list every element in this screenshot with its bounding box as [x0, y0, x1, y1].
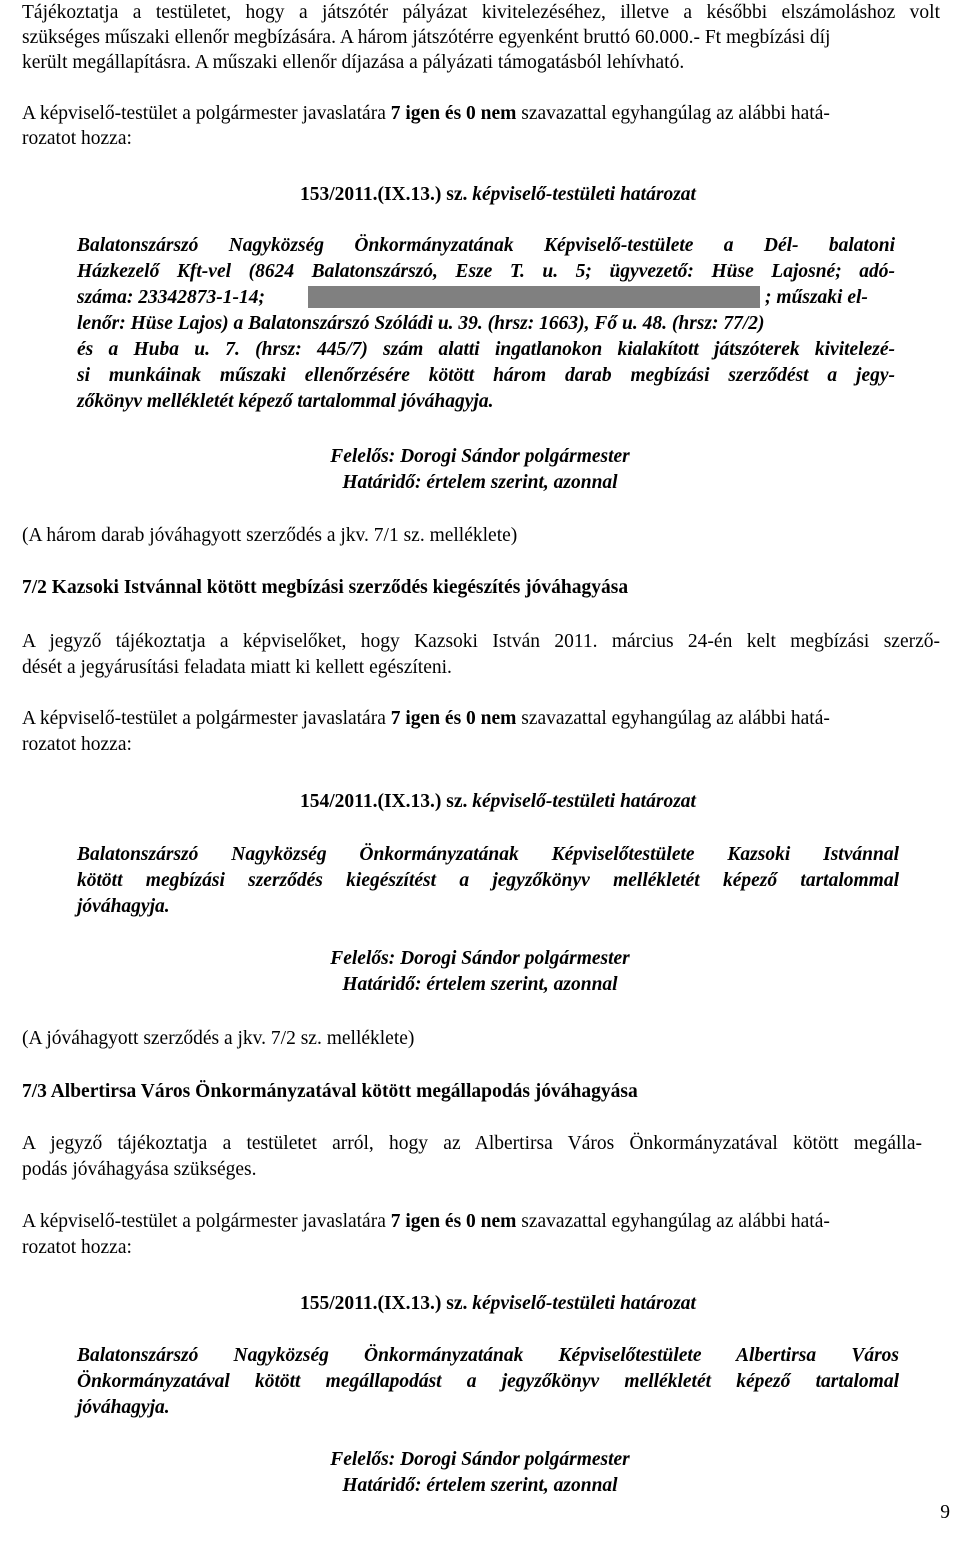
resolution-153-line-5: és a Huba u. 7. (hrsz: 445/7) szám alatti ingatlanokon kialakított játszóterek kivitelezé-	[77, 339, 895, 360]
deadline-2: Határidő: értelem szerint, azonnal	[342, 974, 618, 995]
section-7-2-para-line-1: A jegyző tájékoztatja a képviselőket, hogy Kazsoki István 2011. március 24-én kelt megbízási szerző-	[22, 631, 940, 652]
responsible-2: Felelős: Dorogi Sándor polgármester	[330, 948, 630, 969]
resolution-155-line-1: Balatonszárszó Nagyközség Önkormányzatának Képviselőtestülete Albertirsa Város	[77, 1345, 899, 1366]
section-heading-7-3: 7/3 Albertirsa Város Önkormányzatával kötött megállapodás jóváhagyása	[22, 1081, 638, 1102]
resolution-153-line-6: si munkáinak műszaki ellenőrzésére kötött három darab megbízási szerződést a jegy-	[77, 365, 895, 386]
intro-line-2: szükséges műszaki ellenőr megbízására. A három játszótérre egyenként bruttó 60.000.- Ft megbízási díj	[22, 27, 831, 48]
vote-statement-3: A képviselő-testület a polgármester javaslatára 7 igen és 0 nem szavazattal egyhangúlag az alábbi hatá-	[22, 1211, 830, 1232]
section-7-3-para-line-2: podás jóváhagyása szükséges.	[22, 1159, 257, 1180]
vote-statement-1-cont: rozatot hozza:	[22, 128, 132, 149]
annex-note-2: (A jóváhagyott szerződés a jkv. 7/2 sz. melléklete)	[22, 1028, 415, 1049]
resolution-153-line-7: zőkönyv mellékletét képező tartalommal jóváhagyja.	[77, 391, 494, 412]
resolution-155-line-2: Önkormányzatával kötött megállapodást a jegyzőkönyv mellékletét képező tartalomal	[77, 1371, 899, 1392]
resolution-153-line-3-end: ; műszaki el-	[765, 287, 868, 308]
annex-note-1: (A három darab jóváhagyott szerződés a jkv. 7/1 sz. melléklete)	[22, 525, 518, 546]
deadline-3: Határidő: értelem szerint, azonnal	[342, 1475, 618, 1496]
redacted-block	[308, 286, 760, 308]
section-7-2-para-line-2: dését a jegyárusítási feladata miatt ki kellett egészíteni.	[22, 657, 452, 678]
vote-statement-1: A képviselő-testület a polgármester javaslatára 7 igen és 0 nem szavazattal egyhangúlag az alábbi hatá-	[22, 103, 830, 124]
vote-statement-2-cont: rozatot hozza:	[22, 734, 132, 755]
intro-line-3: került megállapításra. A műszaki ellenőr díjazása a pályázati támogatásból lehívható.	[22, 52, 685, 73]
vote-statement-2: A képviselő-testület a polgármester javaslatára 7 igen és 0 nem szavazattal egyhangúlag az alábbi hatá-	[22, 708, 830, 729]
section-heading-7-2: 7/2 Kazsoki Istvánnal kötött megbízási szerződés kiegészítés jóváhagyása	[22, 577, 629, 598]
resolution-153-line-3-start: száma: 23342873-1-14;	[77, 287, 265, 308]
resolution-153-title: 153/2011.(IX.13.) sz. képviselő-testületi határozat	[300, 184, 696, 205]
resolution-154-line-3: jóváhagyja.	[77, 896, 170, 917]
deadline-1: Határidő: értelem szerint, azonnal	[342, 472, 618, 493]
page-number: 9	[940, 1502, 950, 1523]
section-7-3-para-line-1: A jegyző tájékoztatja a testületet arról, hogy az Albertirsa Város Önkormányzatával kötött megálla-	[22, 1133, 922, 1154]
resolution-154-line-2: kötött megbízási szerződés kiegészítést a jegyzőkönyv mellékletét képező tartalommal	[77, 870, 899, 891]
resolution-154-title: 154/2011.(IX.13.) sz. képviselő-testületi határozat	[300, 791, 696, 812]
resolution-155-title: 155/2011.(IX.13.) sz. képviselő-testületi határozat	[300, 1293, 696, 1314]
responsible-3: Felelős: Dorogi Sándor polgármester	[330, 1449, 630, 1470]
resolution-153-line-1: Balatonszárszó Nagyközség Önkormányzatának Képviselő-testülete a Dél- balatoni	[77, 235, 895, 256]
resolution-154-line-1: Balatonszárszó Nagyközség Önkormányzatának Képviselőtestülete Kazsoki Istvánnal	[77, 844, 899, 865]
resolution-153-line-2: Házkezelő Kft-vel (8624 Balatonszárszó, Esze T. u. 5; ügyvezető: Hüse Lajosné; adó-	[77, 261, 895, 282]
resolution-155-line-3: jóváhagyja.	[77, 1397, 170, 1418]
intro-line-1: Tájékoztatja a testületet, hogy a játszótér pályázat kivitelezéséhez, illetve a későbbi elszámoláshoz volt	[22, 2, 940, 23]
resolution-153-line-4: lenőr: Hüse Lajos) a Balatonszárszó Szóládi u. 39. (hrsz: 1663), Fő u. 48. (hrsz: 77/2)	[77, 313, 765, 334]
responsible-1: Felelős: Dorogi Sándor polgármester	[330, 446, 630, 467]
vote-statement-3-cont: rozatot hozza:	[22, 1237, 132, 1258]
